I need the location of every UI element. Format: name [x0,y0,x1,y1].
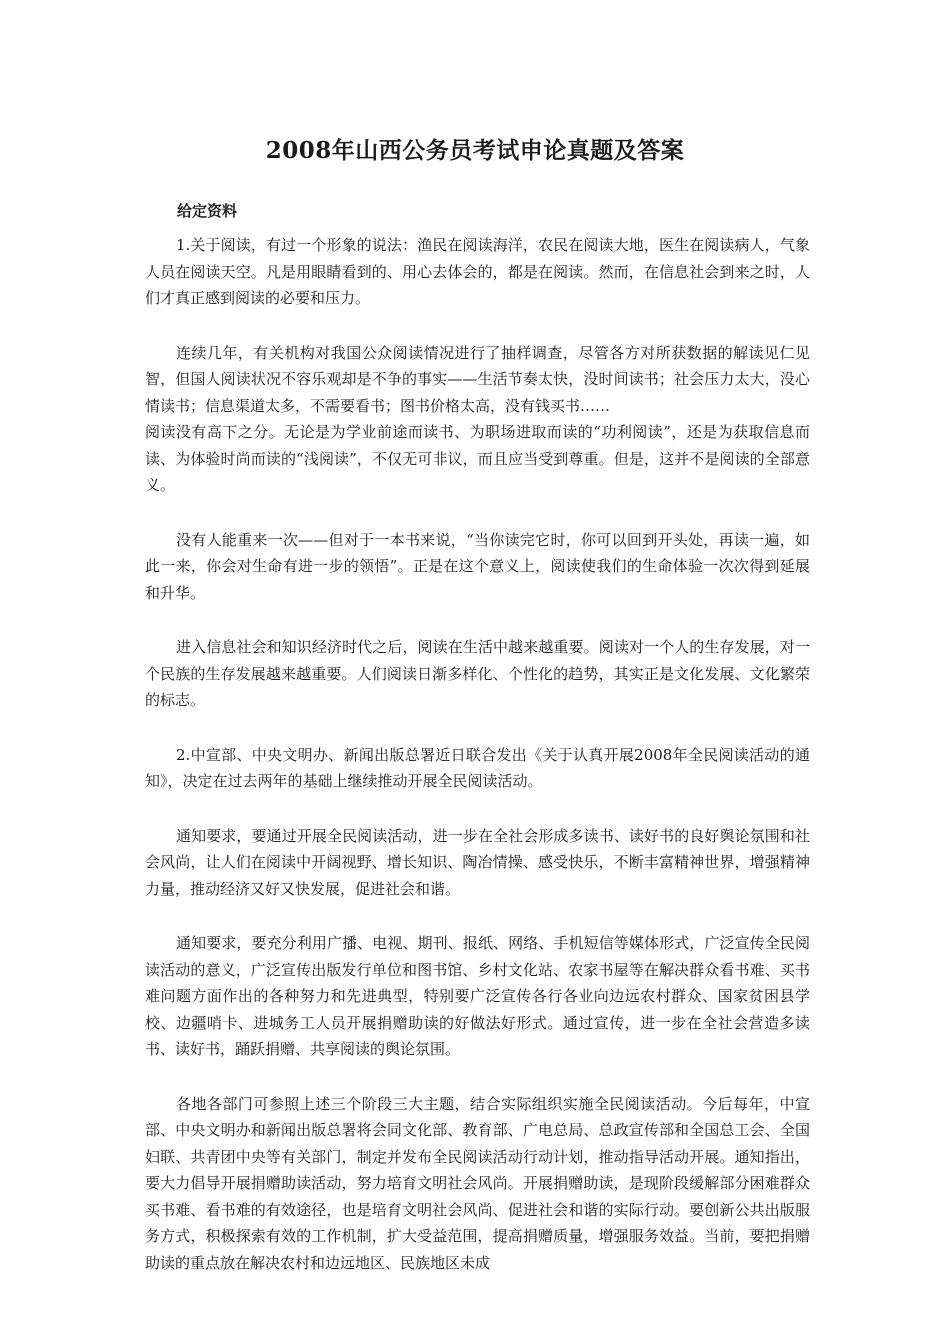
paragraph-1: 1.关于阅读，有过一个形象的说法：渔民在阅读海洋，农民在阅读大地，医生在阅读病人，气象人员在阅读天空。凡是用眼睛看到的、用心去体会的，都是在阅读。然而，在信息社会到来之时，人们才真正感到阅读的必要和压力。 [145,236,810,307]
paragraph-3: 阅读没有高下之分。无论是为学业前途而读书、为职场进取而读的“功利阅读”，还是为获取信息而读、为体验时尚而读的“浅阅读”，不仅无可非议，而且应当受到尊重。但是，这并不是阅读的全部意义。 [145,423,810,494]
paragraph-2: 连续几年，有关机构对我国公众阅读情况进行了抽样调查，尽管各方对所获数据的解读见仁见智，但国人阅读状况不容乐观却是不争的事实——生活节奏太快，没时间读书；社会压力太大，没心情读书；信息渠道太多，不需要看书；图书价格太高，没有钱买书…… [145,343,810,415]
paragraph-5: 进入信息社会和知识经济时代之后，阅读在生活中越来越重要。阅读对一个人的生存发展，对一个民族的生存发展越来越重要。人们阅读日渐多样化、个性化的趋势，其实正是文化发展、文化繁荣的标志。 [145,638,810,709]
paragraph-9: 各地各部门可参照上述三个阶段三大主题，结合实际组织实施全民阅读活动。今后每年，中宣部、中央文明办和新闻出版总署将会同文化部、教育部、广电总局、总政宣传部和全国总工会、全国妇联、共青团中央等有关部门，制定并发布全民阅读活动行动计划，推动指导活动开展。通知指出，要大力倡导开展捐赠助读活动，努力培育文明社会风尚。开展捐赠助读，是现阶段缓解部分困难群众买书难、看书难的有效途径，也是培育文明社会风尚、促进社会和谐的实际行动。要创新公共出版服务方式，积极探索有效的工作机制，扩大受益范围，提高捐赠质量，增强服务效益。当前，要把捐赠助读的重点放在解决农村和边远地区、民族地区未成 [145,1094,810,1272]
paragraph-8: 通知要求，要充分利用广播、电视、期刊、报纸、网络、手机短信等媒体形式，广泛宣传全民阅读活动的意义，广泛宣传出版发行单位和图书馆、乡村文化站、农家书屋等在解决群众看书难、买书难问题方面作出的各种努力和先进典型，特别要广泛宣传各行各业向边远农村群众、国家贫困县学校、边疆哨卡、进城务工人员开展捐赠助读的好做法好形式。通过宣传，进一步在全社会营造多读书、读好书，踊跃捐赠、共享阅读的舆论氛围。 [145,934,810,1058]
section-heading: 给定资料 [177,202,238,220]
document-body [145,232,810,1304]
paragraph-6: 2.中宣部、中央文明办、新闻出版总署近日联合发出《关于认真开展2008年全民阅读活动的通知》，决定在过去两年的基础上继续推动开展全民阅读活动。 [145,745,810,790]
document-title: 2008年山西公务员考试申论真题及答案 [265,137,685,164]
paragraph-7: 通知要求，要通过开展全民阅读活动，进一步在全社会形成多读书、读好书的良好舆论氛围和社会风尚，让人们在阅读中开阔视野、增长知识、陶冶情操、感受快乐，不断丰富精神世界，增强精神力量，推动经济又好又快发展，促进社会和谐。 [145,826,810,898]
paragraph-4: 没有人能重来一次——但对于一本书来说，“当你读完它时，你可以回到开头处，再读一遍，如此一来，你会对生命有进一步的领悟”。正是在这个意义上，阅读使我们的生命体验一次次得到延展和升华。 [145,530,810,602]
